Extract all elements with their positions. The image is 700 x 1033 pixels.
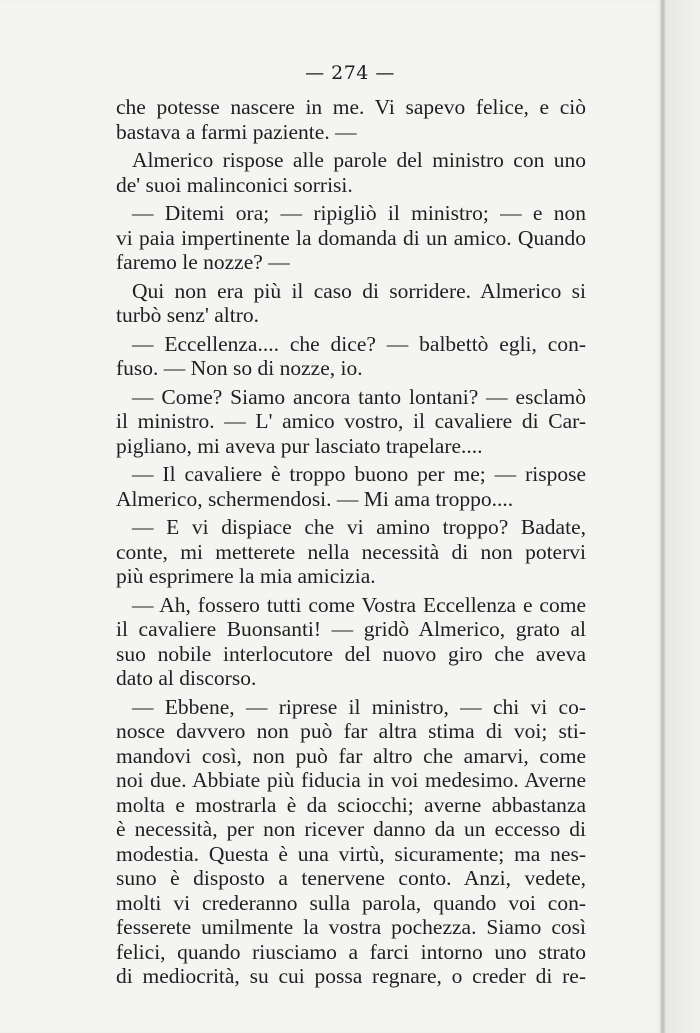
text-line: bastava a farmi paziente. — xyxy=(116,119,357,144)
text-line: — E vi dispiace che vi amino troppo? Badate, xyxy=(132,515,586,539)
body-text xyxy=(116,95,586,989)
text-line: più esprimere la mia amicizia. xyxy=(116,564,376,588)
text-line: — Il cavaliere è troppo buono per me; — rispose xyxy=(132,462,586,486)
text-line: de' suoi malinconici sorrisi. xyxy=(116,172,353,197)
text-line: modestia. Questa è una virtù, sicuramente; ma nes- xyxy=(116,841,586,866)
text-line: molti vi crederanno sulla parola, quando voi con- xyxy=(116,890,586,915)
text-line: Almerico rispose alle parole del ministro con uno xyxy=(132,148,586,172)
text-line: felici, quando riusciamo a farci intorno uno strato xyxy=(116,939,586,964)
text-line: molta e mostrarla è da sciocchi; averne abbastanza xyxy=(116,792,586,817)
text-line: suo nobile interlocutore del nuovo giro che aveva xyxy=(116,641,586,666)
text-line: nosce davvero non può far altra stima di voi; sti- xyxy=(116,719,586,743)
text-line: vi paia impertinente la domanda di un amico. Quando xyxy=(116,225,586,250)
text-line: — Eccellenza.... che dice? — balbettò egli, con- xyxy=(132,331,586,356)
text-line: conte, mi metterete nella necessità di non potervi xyxy=(116,539,586,564)
text-line: noi due. Abbiate più fiducia in voi medesimo. Averne xyxy=(116,768,586,792)
text-line: fesserete umilmente la vostra pochezza. Siamo così xyxy=(116,915,586,939)
page-number: — 274 — xyxy=(305,62,395,84)
text-line: fuso. — Non so di nozze, io. xyxy=(116,356,363,380)
text-line: che potesse nascere in me. Vi sapevo felice, e ciò xyxy=(116,95,586,119)
text-line: — Come? Siamo ancora tanto lontani? — esclamò xyxy=(132,384,586,409)
text-line: il ministro. — L' amico vostro, il cavaliere di Car- xyxy=(116,409,586,433)
text-line: di mediocrità, su cui possa regnare, o creder di re- xyxy=(116,964,586,988)
text-line: pigliano, mi aveva pur lasciato trapelare.... xyxy=(116,433,483,458)
text-line: suno è disposto a tenervene conto. Anzi, vedete, xyxy=(116,866,586,890)
text-line: il cavaliere Buonsanti! — gridò Almerico, grato al xyxy=(116,617,586,641)
text-line: faremo le nozze? — xyxy=(116,250,290,274)
text-line: Almerico, schermendosi. — Mi ama troppo.... xyxy=(116,486,514,511)
text-line: — Ah, fossero tutti come Vostra Eccellenza e come xyxy=(132,592,586,617)
text-line: — Ebbene, — riprese il ministro, — chi vi co- xyxy=(132,694,586,719)
text-line: Qui non era più il caso di sorridere. Almerico si xyxy=(132,278,586,303)
text-line: è necessità, per non ricever danno da un eccesso di xyxy=(116,817,586,841)
text-line: turbò senz' altro. xyxy=(116,303,259,327)
text-line: dato al discorso. xyxy=(116,666,257,690)
page-edge xyxy=(660,0,700,1033)
text-line: — Ditemi ora; — ripigliò il ministro; — e non xyxy=(132,201,586,225)
text-line: mandovi così, non può far altro che amarvi, come xyxy=(116,743,586,768)
